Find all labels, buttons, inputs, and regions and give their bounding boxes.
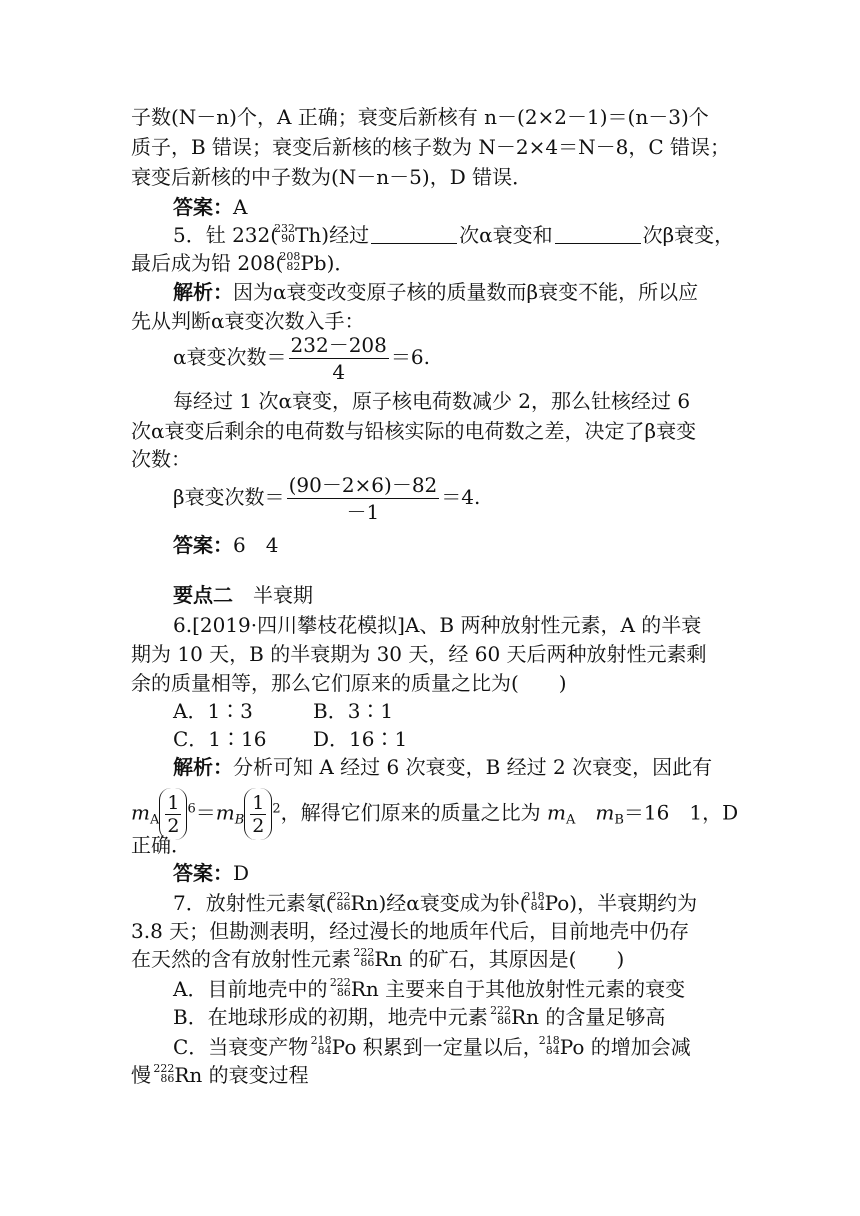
answer-line: 答案：A [173, 195, 248, 219]
isotope-rn: 222 86 [490, 1004, 512, 1027]
text-line: 在天然的含有放射性元素 222 86 Rn 的矿石，其原因是( ) [131, 946, 625, 971]
answer-line: 答案：D [173, 861, 250, 885]
text-line: 3.8 天；但勘测表明，经过漫长的地质年代后，目前地壳中仍存 [131, 919, 690, 943]
analysis-line: 解析：因为α衰变改变原子核的质量数而β衰变不能，所以应 [173, 280, 699, 304]
isotope-th: 232 90 [274, 222, 296, 245]
isotope-rn: 222 86 [353, 946, 375, 969]
text-line: 余的质量相等，那么它们原来的质量之比为( ) [131, 671, 567, 695]
text-line: 次数： [131, 447, 191, 471]
question-6: 6.[2019·四川攀枝花模拟]A、B 两种放射性元素，A 的半衰 [173, 613, 702, 637]
text-line: 质子，B 错误；衰变后新核的核子数为 N－2×4＝N－8，C 错误； [131, 135, 731, 159]
option-a: A．目前地壳中的 222 86 Rn 主要来自于其他放射性元素的衰变 [173, 976, 686, 1001]
text-line: 慢 222 86 Rn 的衰变过程 [131, 1062, 309, 1087]
option-c: C．1∶16 [173, 727, 267, 751]
isotope-po: 218 84 [538, 1034, 560, 1057]
text-line: 先从判断α衰变次数入手： [131, 309, 365, 333]
option-a: A．1∶3 [173, 699, 253, 723]
option-d: D．16∶1 [313, 727, 408, 751]
text-line: 子数(N－n)个，A 正确；衰变后新核有 n－(2×2－1)＝(n－3)个 [131, 105, 709, 129]
text-line: 期为 10 天，B 的半衰期为 30 天，经 60 天后两种放射性元素剩 [131, 642, 707, 666]
analysis-line: 解析：分析可知 A 经过 6 次衰变，B 经过 2 次衰变，因此有 [173, 755, 713, 779]
blank-fill [371, 225, 457, 244]
answer-line: 答案：6 4 [173, 533, 279, 557]
beta-formula: β衰变次数＝ $\frac{(90-2\times 6)-82}{-1}$ ＝4. [173, 473, 481, 524]
blank-fill [555, 225, 641, 244]
text-line: 最后成为铅 208( 208 82 Pb)． [131, 250, 355, 275]
isotope-rn: 222 86 [329, 976, 351, 999]
text-line: 衰变后新核的中子数为(N－n－5)，D 错误． [131, 165, 533, 189]
question-5: 5．钍 232( 232 90 Th)经过 次α衰变和 次β衰变， [173, 222, 735, 247]
alpha-formula: α衰变次数＝ $\frac{232-208}{4}$ ＝6. [173, 333, 430, 384]
isotope-pb: 208 82 [279, 250, 301, 273]
text-line: 次α衰变后剩余的电荷数与铅核实际的电荷数之差，决定了β衰变 [131, 419, 697, 443]
isotope-rn: 222 86 [329, 890, 351, 913]
option-c: C．当衰变产物 218 84 Po 积累到一定量以后， 218 84 Po 的增加会减 [173, 1034, 691, 1059]
section-heading: 要点二 半衰期 [173, 583, 313, 607]
text-line: 每经过 1 次α衰变，原子核电荷数减少 2，那么钍核经过 6 [173, 389, 691, 413]
isotope-po: 218 84 [310, 1034, 332, 1057]
text-line: 正确． [131, 833, 191, 857]
mass-equation: $m_A$ $\frac{1}{2}$ $^6=m_B$ $\frac{1}{2}$ $^2$，解得它们原来的质量之比为 $m_A$ $m_B=16$ 1，D [131, 788, 738, 840]
isotope-rn: 222 86 [153, 1062, 175, 1085]
option-b: B．在地球形成的初期，地壳中元素 222 86 Rn 的含量足够高 [173, 1004, 666, 1029]
isotope-po: 218 84 [523, 890, 545, 913]
option-b: B．3∶1 [313, 699, 394, 723]
question-7: 7．放射性元素氡( 222 86 Rn)经α衰变成为钋( 218 84 Po)，半衰期约为 [173, 890, 698, 915]
